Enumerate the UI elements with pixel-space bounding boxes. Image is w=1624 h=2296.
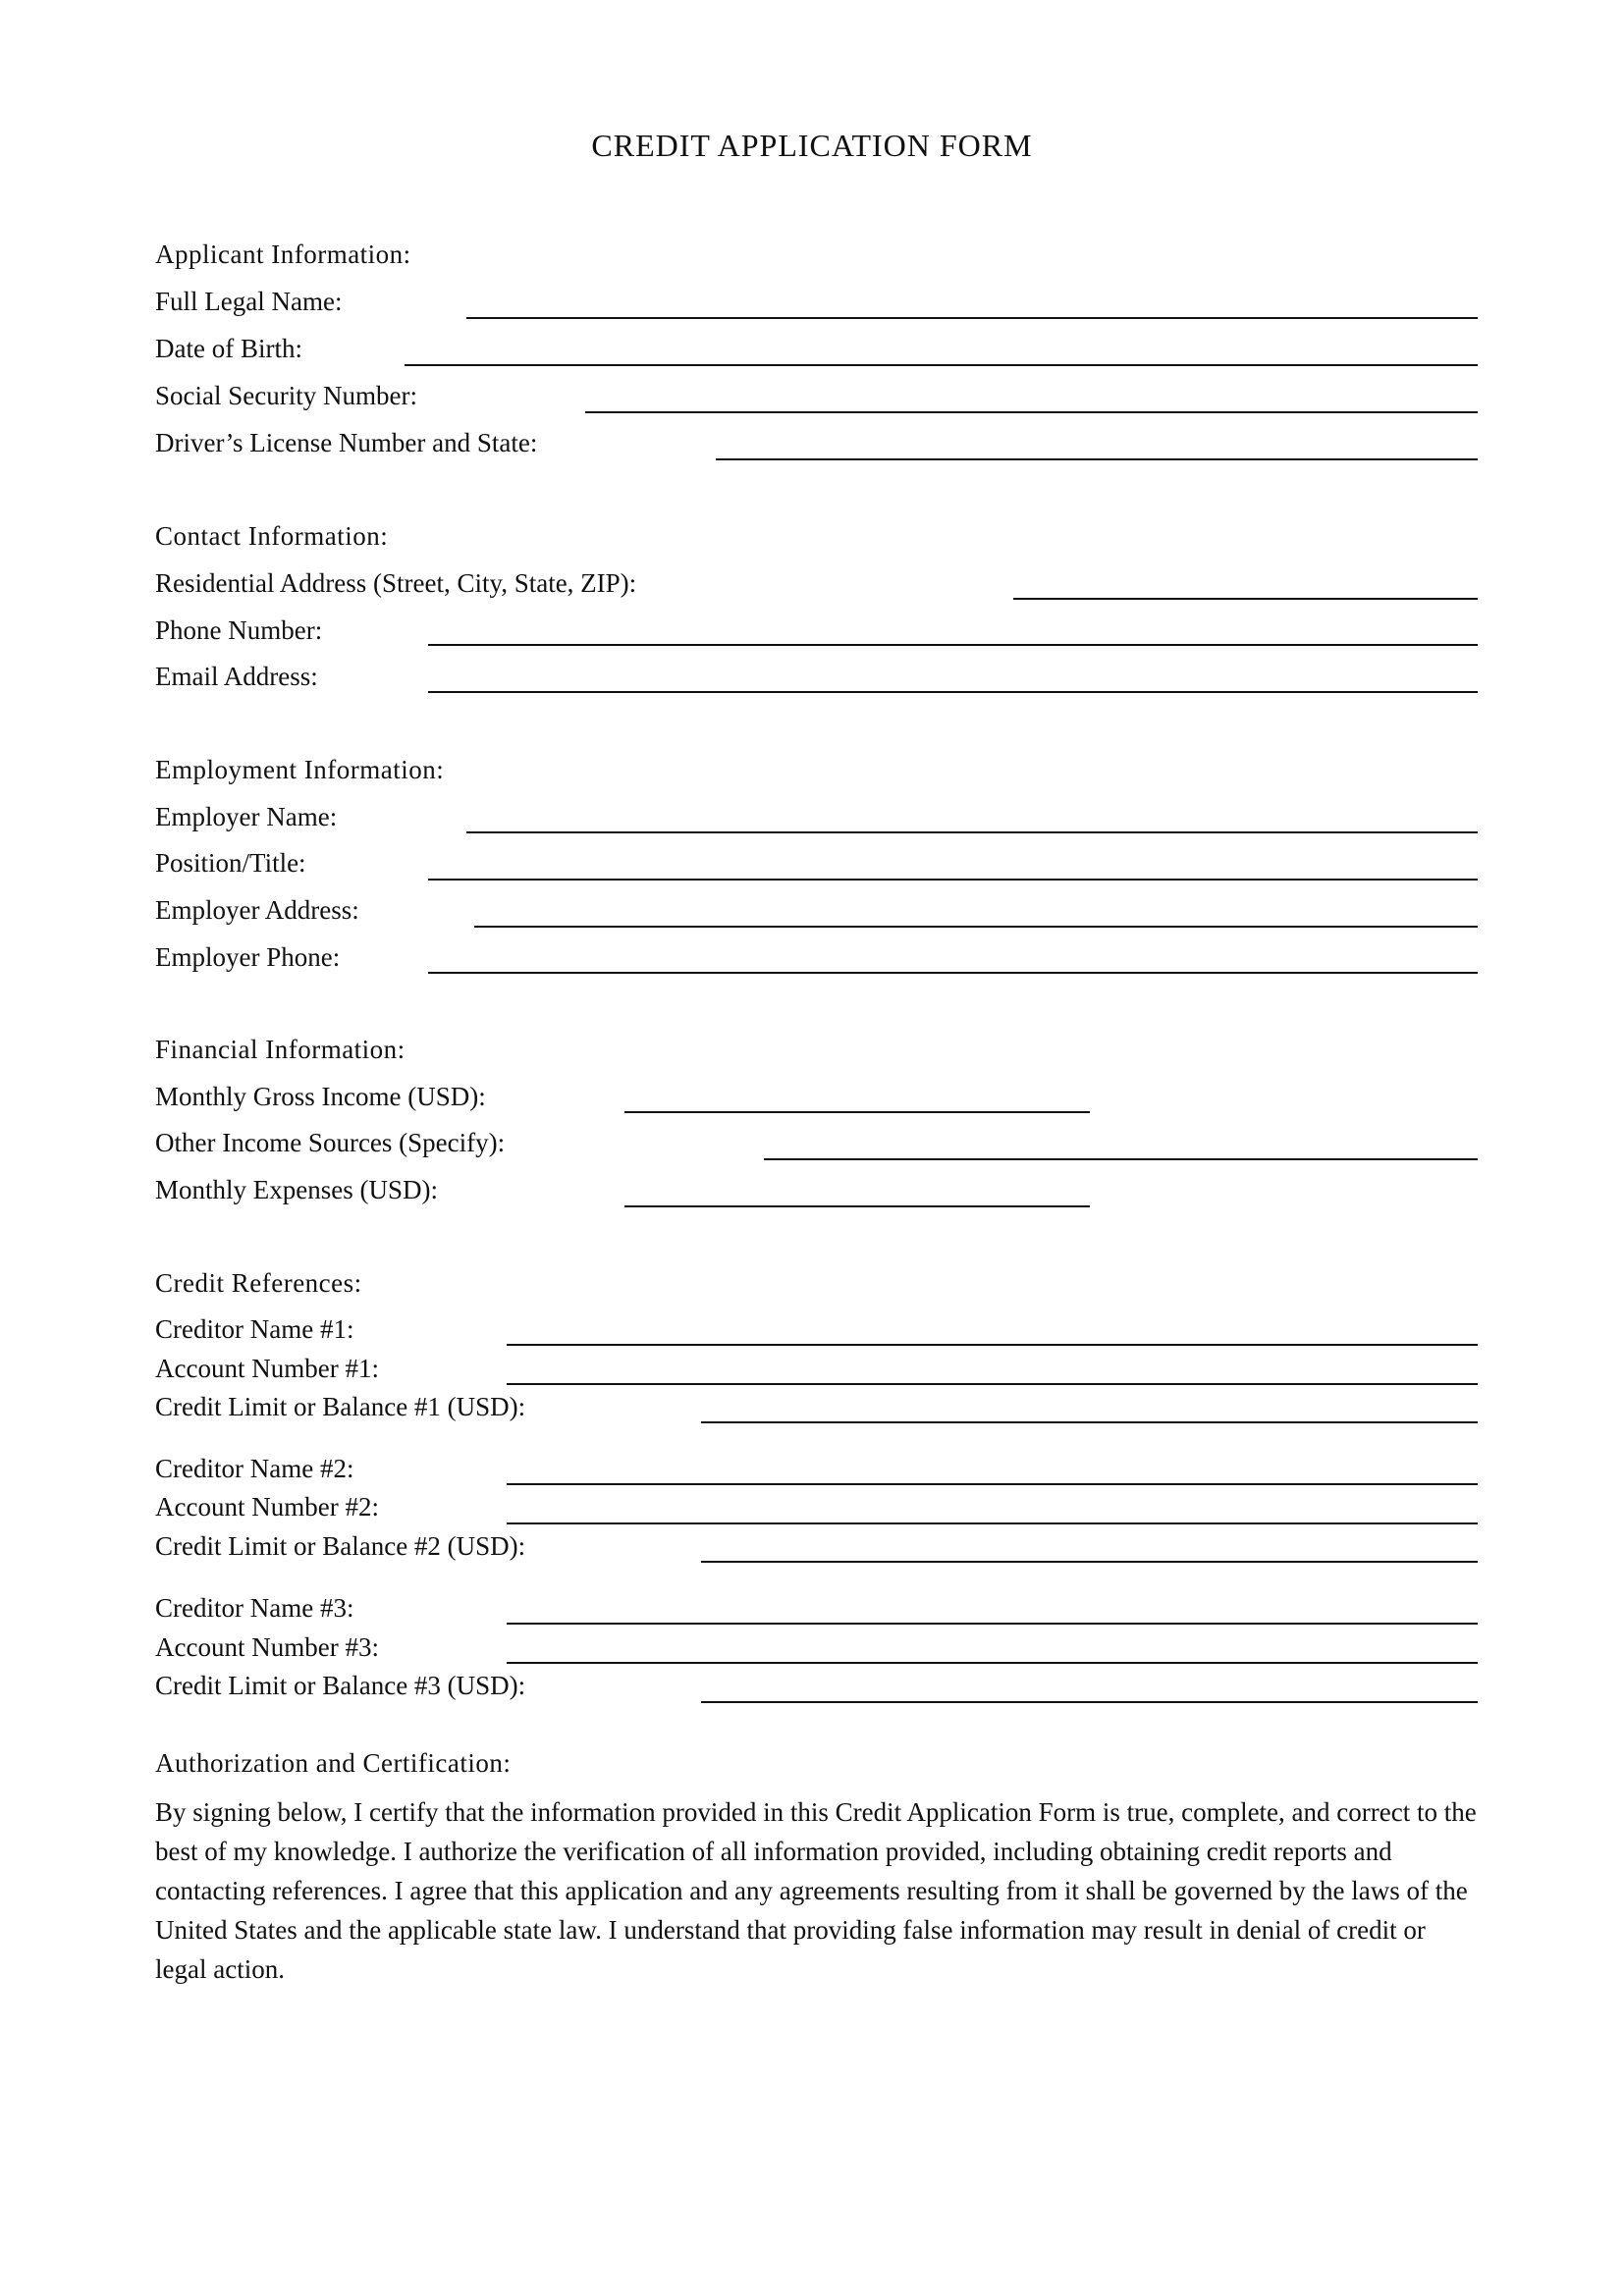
position-label: Position/Title: [155,848,306,878]
limit-2-field[interactable] [701,1561,1478,1563]
employer-phone-label: Employer Phone: [155,942,341,972]
income-field[interactable] [624,1111,1090,1113]
account-1-label: Account Number #1: [155,1354,379,1383]
email-field[interactable] [428,691,1478,693]
creditor-2-label: Creditor Name #2: [155,1454,354,1483]
creditor-3-field[interactable] [507,1623,1478,1625]
phone-field[interactable] [428,644,1478,646]
account-3-label: Account Number #3: [155,1632,379,1662]
account-2-label: Account Number #2: [155,1492,379,1522]
applicant-section-heading: Applicant Information: [155,240,411,269]
creditor-3-label: Creditor Name #3: [155,1593,354,1623]
address-label: Residential Address (Street, City, State, ZIP): [155,568,637,598]
employer-phone-field[interactable] [428,972,1478,974]
employer-name-label: Employer Name: [155,802,338,831]
account-1-field[interactable] [507,1383,1478,1385]
account-2-field[interactable] [507,1522,1478,1524]
account-3-field[interactable] [507,1662,1478,1664]
creditor-1-field[interactable] [507,1344,1478,1346]
employer-name-field[interactable] [466,831,1478,833]
address-field[interactable] [1013,598,1478,600]
limit-3-label: Credit Limit or Balance #3 (USD): [155,1671,526,1700]
limit-3-field[interactable] [701,1701,1478,1703]
limit-2-label: Credit Limit or Balance #2 (USD): [155,1531,526,1561]
authorization-section-heading: Authorization and Certification: [155,1748,512,1778]
income-label: Monthly Gross Income (USD): [155,1082,486,1111]
employment-section-heading: Employment Information: [155,755,445,784]
form-title: CREDIT APPLICATION FORM [591,128,1033,163]
creditor-2-field[interactable] [507,1483,1478,1485]
other-income-field[interactable] [764,1158,1478,1160]
expenses-field[interactable] [624,1205,1090,1207]
employer-address-label: Employer Address: [155,895,359,925]
employer-address-field[interactable] [474,926,1478,928]
full-name-field[interactable] [466,317,1478,319]
position-field[interactable] [428,879,1478,881]
limit-1-field[interactable] [701,1421,1478,1423]
other-income-label: Other Income Sources (Specify): [155,1128,506,1157]
authorization-text: By signing below, I certify that the information provided in this Credit Application Form is true, complete, and correct to the best of my knowledge. I authorize the verification of all information provided, including obtaining credit reports and contacting references. I agree that this application and any agreements resulting from it shall be governed by the laws of the United States and the applicable state law. I understand that providing false information may result in denial of credit or legal action. [155,1797,1477,1984]
license-field[interactable] [716,458,1478,460]
limit-1-label: Credit Limit or Balance #1 (USD): [155,1392,526,1421]
full-name-label: Full Legal Name: [155,287,343,316]
creditor-1-label: Creditor Name #1: [155,1314,354,1344]
ssn-label: Social Security Number: [155,381,417,410]
financial-section-heading: Financial Information: [155,1035,406,1064]
expenses-label: Monthly Expenses (USD): [155,1175,438,1204]
license-label: Driver’s License Number and State: [155,428,538,457]
dob-label: Date of Birth: [155,334,302,363]
ssn-field[interactable] [585,411,1478,413]
dob-field[interactable] [405,364,1478,366]
references-section-heading: Credit References: [155,1268,362,1298]
email-label: Email Address: [155,662,318,691]
contact-section-heading: Contact Information: [155,521,389,551]
phone-label: Phone Number: [155,615,323,645]
